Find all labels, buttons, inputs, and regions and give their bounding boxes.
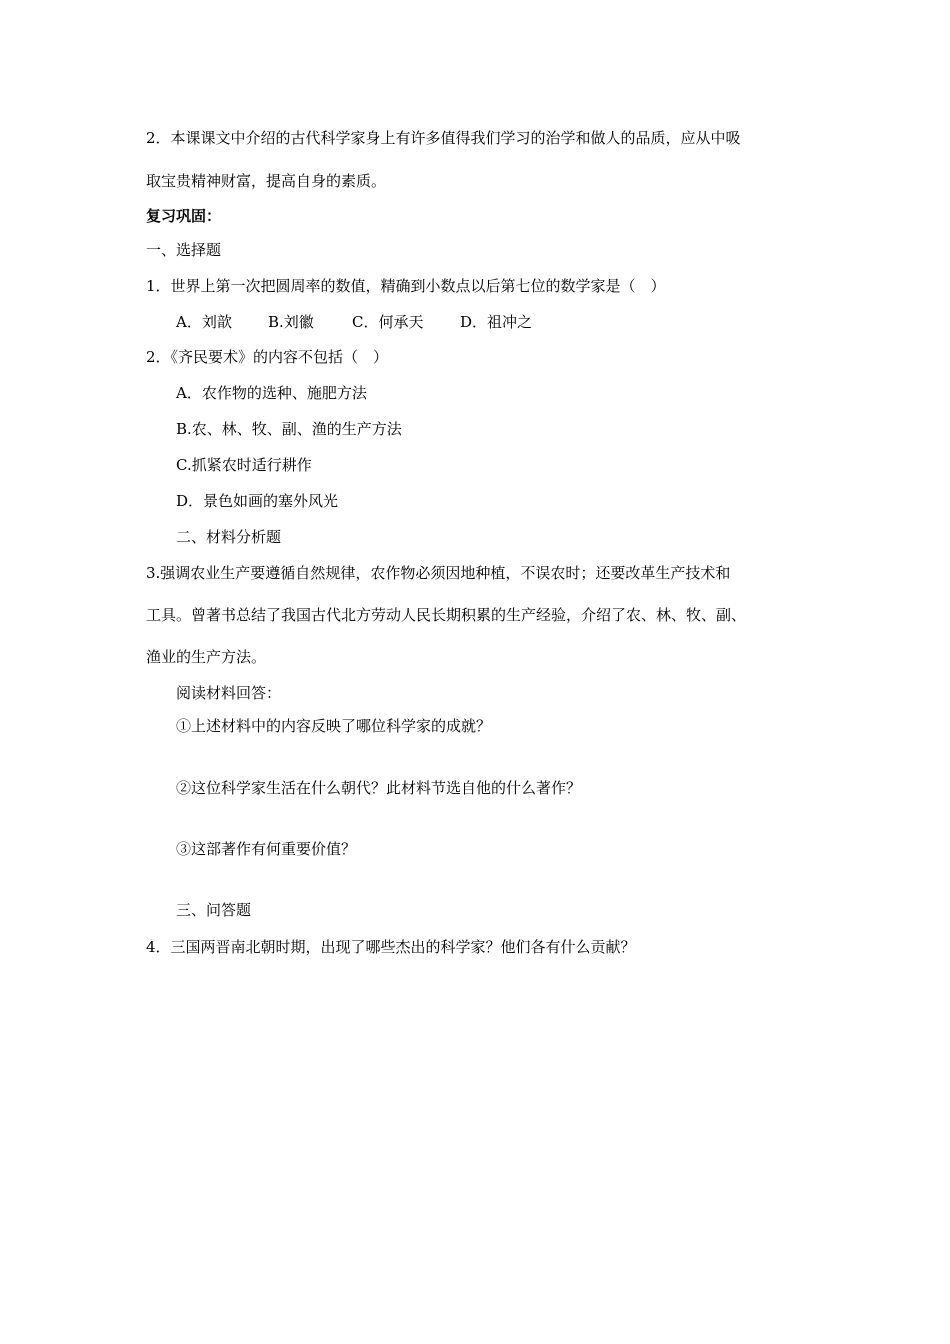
question-3-line-2: 工具。曾著书总结了我国古代北方劳动人民长期积累的生产经验，介绍了农、林、牧、副、 [146, 606, 747, 624]
question-3-line-3: 渔业的生产方法。 [146, 648, 267, 666]
section-3-heading: 三、问答题 [176, 901, 252, 919]
intro-paragraph-2-line-2: 取宝贵精神财富，提高自身的素质。 [146, 172, 387, 190]
question-1-option-c: C．何承天 [352, 313, 424, 331]
question-3-sub-1: ①上述材料中的内容反映了哪位科学家的成就？ [176, 717, 492, 735]
question-1-options [176, 312, 532, 332]
review-heading: 复习巩固： [146, 207, 222, 225]
section-1-heading: 一、选择题 [146, 241, 222, 259]
question-1-option-d: D．祖冲之 [460, 313, 533, 331]
question-3-sub-2: ②这位科学家生活在什么朝代？此材料节选自他的什么著作？ [176, 779, 582, 797]
question-2-option-c: C.抓紧农时适行耕作 [176, 456, 312, 474]
section-2-heading: 二、材料分析题 [176, 528, 282, 546]
question-4: 4．三国两晋南北朝时期，出现了哪些杰出的科学家？他们各有什么贡献？ [146, 938, 636, 956]
intro-paragraph-2-line-1: 2．本课课文中介绍的古代科学家身上有许多值得我们学习的治学和做人的品质，应从中吸 [146, 129, 741, 147]
question-1-option-a: A．刘歆 [176, 313, 232, 331]
question-2-option-b: B.农、林、牧、副、渔的生产方法 [176, 420, 402, 438]
question-2-option-a: A．农作物的选种、施肥方法 [176, 384, 367, 402]
question-2-stem: 2．《齐民要术》的内容不包括（ ） [146, 348, 389, 366]
question-1-option-b: B.刘徽 [268, 313, 314, 331]
question-3-line-1: 3.强调农业生产要遵循自然规律，农作物必须因地种植，不误农时；还要改革生产技术和 [146, 564, 731, 582]
question-3-sub-3: ③这部著作有何重要价值？ [176, 840, 357, 858]
question-1-stem: 1．世界上第一次把圆周率的数值，精确到小数点以后第七位的数学家是（ ） [146, 277, 666, 295]
question-3-prompt: 阅读材料回答： [176, 684, 282, 702]
question-2-option-d: D．景色如画的塞外风光 [176, 492, 339, 510]
